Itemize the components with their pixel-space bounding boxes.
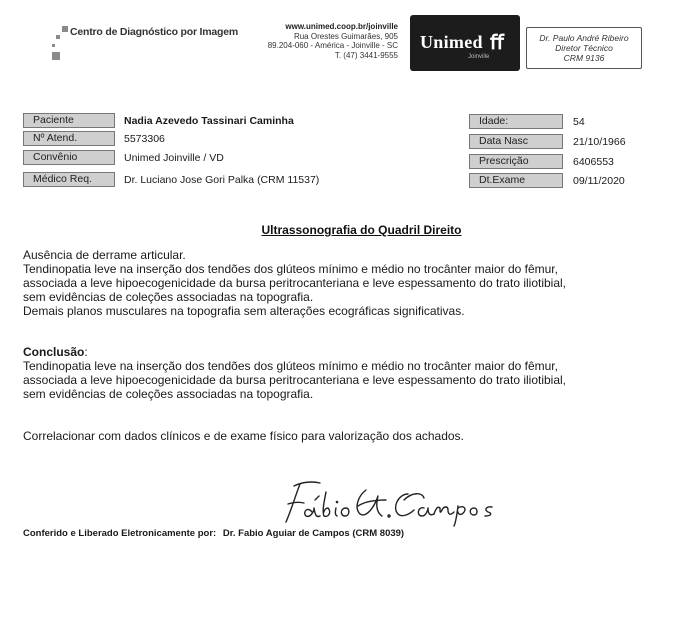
finding-line: Tendinopatia leve na inserção dos tendões dos glúteos mínimo e médio no trocânter maior do fêmur,	[23, 262, 558, 276]
clinic-url: www.unimed.coop.br/joinville	[285, 22, 398, 31]
director-role: Diretor Técnico	[555, 43, 613, 53]
label-data-nasc: Data Nasc	[469, 134, 563, 149]
label-paciente: Paciente	[23, 113, 115, 128]
report-title-row	[0, 221, 683, 239]
value-dt-exame: 09/11/2020	[573, 175, 625, 187]
released-by-label: Conferido e Liberado Eletronicamente por:	[23, 528, 217, 539]
label-dt-exame: Dt.Exame	[469, 173, 563, 188]
label-prescricao: Prescrição	[469, 154, 563, 169]
conclusion-line: associada a leve hipoecogenicidade da bursa peritrocanteriana e leve espessamento do trato iliotibial,	[23, 373, 567, 387]
value-prescricao: 6406553	[573, 156, 614, 168]
unimed-logo	[410, 15, 520, 71]
conclusion-line: sem evidências de coleções associadas na topografia.	[23, 387, 314, 401]
recommendation: Correlacionar com dados clínicos e de exame físico para valorização dos achados.	[23, 429, 464, 443]
release-line	[23, 528, 404, 539]
label-idade: Idade:	[469, 114, 563, 129]
value-idade: 54	[573, 116, 585, 128]
value-atend: 5573306	[124, 133, 165, 145]
clinic-phone: T. (47) 3441-9555	[334, 50, 398, 60]
unimed-brand-name: Unimed	[420, 32, 483, 52]
director-crm: CRM 9136	[563, 53, 605, 63]
label-atend: Nº Atend.	[23, 131, 115, 146]
findings-section	[23, 248, 673, 318]
finding-line: Ausência de derrame articular.	[23, 248, 186, 262]
recommendation-section	[23, 429, 673, 443]
value-data-nasc: 21/10/1966	[573, 136, 626, 148]
conclusion-section	[23, 345, 673, 401]
value-paciente: Nadia Azevedo Tassinari Caminha	[124, 115, 294, 127]
finding-line: associada a leve hipoecogenicidade da bursa peritrocanteriana e leve espessamento do trato iliotibial,	[23, 276, 567, 290]
finding-line: Demais planos musculares na topografia sem alterações ecográficas significativas.	[23, 304, 465, 318]
label-convenio: Convênio	[23, 150, 115, 165]
address-line1: Rua Orestes Guimarães, 905	[293, 31, 398, 41]
unimed-tree-icon: ﬀ	[490, 32, 504, 54]
finding-line: sem evidências de coleções associadas na topografia.	[23, 290, 314, 304]
conclusion-heading-row	[23, 345, 673, 359]
director-box	[526, 27, 642, 69]
value-convenio: Unimed Joinville / VD	[124, 152, 224, 164]
conclusion-heading: Conclusão	[23, 345, 85, 359]
clinic-address	[248, 22, 398, 60]
clinic-logo-mark-icon	[52, 22, 72, 66]
clinic-name: Centro de Diagnóstico por Imagem	[70, 26, 239, 38]
address-line2: 89.204-060 - América - Joinville - SC	[267, 41, 398, 50]
released-by-name: Dr. Fabio Aguiar de Campos (CRM 8039)	[222, 528, 405, 539]
label-medico: Médico Req.	[23, 172, 115, 187]
clinic-logo	[52, 22, 252, 72]
conclusion-line: Tendinopatia leve na inserção dos tendões dos glúteos mínimo e médio no trocânter maior do fêmur,	[23, 359, 558, 373]
handwritten-signature	[282, 478, 512, 528]
value-medico: Dr. Luciano Jose Gori Palka (CRM 11537)	[124, 174, 320, 186]
director-name: Dr. Paulo André Ribeiro	[539, 33, 629, 43]
unimed-brand-sub: Joinville	[468, 54, 490, 60]
conclusion-colon: :	[84, 345, 88, 359]
report-title: Ultrassonografia do Quadril Direito	[261, 223, 462, 237]
